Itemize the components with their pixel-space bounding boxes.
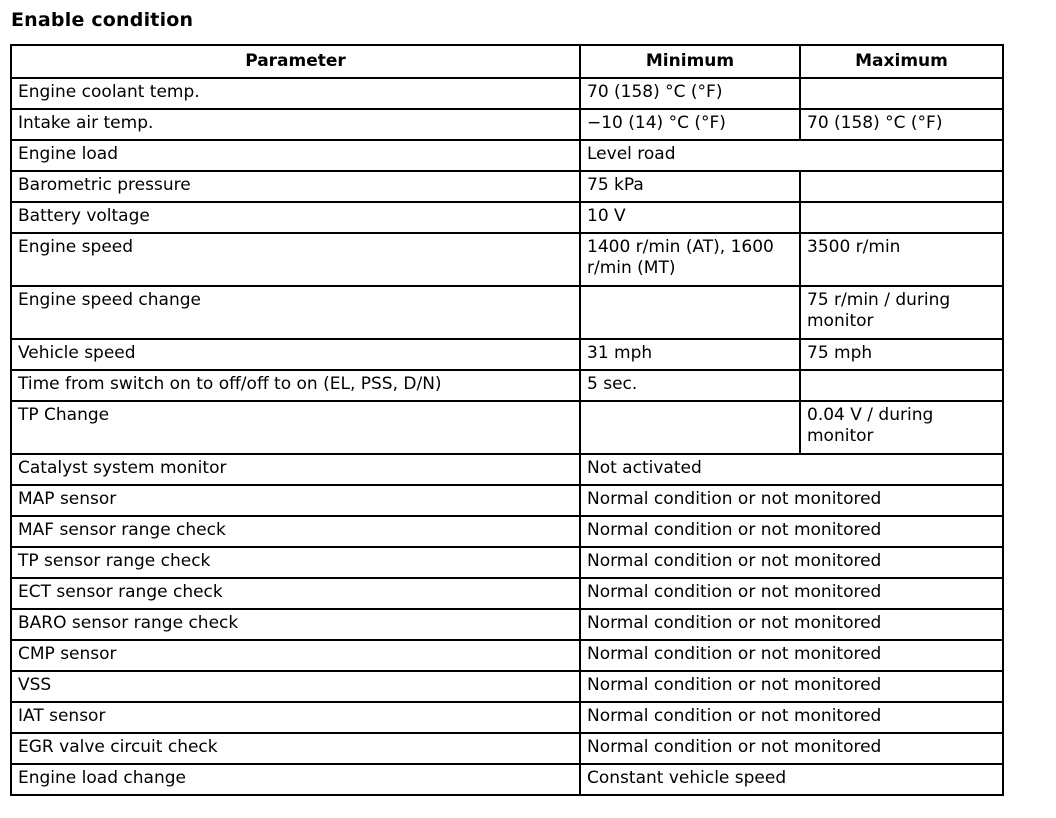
cell-parameter: Intake air temp.	[11, 109, 580, 140]
table-row	[11, 370, 1003, 401]
table-row	[11, 233, 1003, 286]
cell-parameter: Barometric pressure	[11, 171, 580, 202]
header-maximum: Maximum	[800, 45, 1003, 78]
cell-parameter: ECT sensor range check	[11, 578, 580, 609]
cell-merged-value: Normal condition or not monitored	[580, 609, 1003, 640]
header-minimum: Minimum	[580, 45, 800, 78]
table-row	[11, 109, 1003, 140]
cell-parameter: Engine load change	[11, 764, 580, 795]
table-row	[11, 671, 1003, 702]
cell-parameter: IAT sensor	[11, 702, 580, 733]
table-row	[11, 171, 1003, 202]
table-row	[11, 140, 1003, 171]
cell-merged-value: Normal condition or not monitored	[580, 733, 1003, 764]
table-row	[11, 202, 1003, 233]
cell-parameter: Time from switch on to off/off to on (EL, PSS, D/N)	[11, 370, 580, 401]
cell-maximum: 75 r/min / during monitor	[800, 286, 1003, 339]
cell-parameter: Engine speed change	[11, 286, 580, 339]
cell-merged-value: Normal condition or not monitored	[580, 485, 1003, 516]
table-row	[11, 454, 1003, 485]
cell-merged-value: Normal condition or not monitored	[580, 578, 1003, 609]
cell-minimum	[580, 401, 800, 454]
page-title: Enable condition	[11, 9, 194, 31]
table-row	[11, 702, 1003, 733]
cell-minimum: 31 mph	[580, 339, 800, 370]
cell-parameter: Engine load	[11, 140, 580, 171]
cell-maximum	[800, 171, 1003, 202]
cell-maximum	[800, 202, 1003, 233]
cell-parameter: MAP sensor	[11, 485, 580, 516]
table-row	[11, 609, 1003, 640]
cell-parameter: Vehicle speed	[11, 339, 580, 370]
cell-minimum	[580, 286, 800, 339]
cell-parameter: Engine coolant temp.	[11, 78, 580, 109]
cell-merged-value: Normal condition or not monitored	[580, 671, 1003, 702]
cell-merged-value: Normal condition or not monitored	[580, 547, 1003, 578]
cell-maximum: 3500 r/min	[800, 233, 1003, 286]
cell-minimum: 70 (158) °C (°F)	[580, 78, 800, 109]
cell-parameter: Catalyst system monitor	[11, 454, 580, 485]
table-row	[11, 516, 1003, 547]
cell-parameter: TP Change	[11, 401, 580, 454]
cell-merged-value: Normal condition or not monitored	[580, 516, 1003, 547]
cell-minimum: 5 sec.	[580, 370, 800, 401]
table-row	[11, 547, 1003, 578]
cell-parameter: BARO sensor range check	[11, 609, 580, 640]
cell-minimum: 1400 r/min (AT), 1600 r/min (MT)	[580, 233, 800, 286]
table-row	[11, 286, 1003, 339]
cell-parameter: TP sensor range check	[11, 547, 580, 578]
table-row	[11, 640, 1003, 671]
table-row	[11, 78, 1003, 109]
cell-parameter: VSS	[11, 671, 580, 702]
cell-merged-value: Not activated	[580, 454, 1003, 485]
cell-maximum: 70 (158) °C (°F)	[800, 109, 1003, 140]
cell-maximum	[800, 78, 1003, 109]
header-parameter: Parameter	[11, 45, 580, 78]
cell-parameter: Battery voltage	[11, 202, 580, 233]
cell-merged-value: Normal condition or not monitored	[580, 702, 1003, 733]
table-row	[11, 485, 1003, 516]
cell-merged-value: Level road	[580, 140, 1003, 171]
cell-merged-value: Normal condition or not monitored	[580, 640, 1003, 671]
table-row	[11, 578, 1003, 609]
cell-parameter: EGR valve circuit check	[11, 733, 580, 764]
table-row	[11, 764, 1003, 795]
cell-maximum: 0.04 V / during monitor	[800, 401, 1003, 454]
table-row	[11, 339, 1003, 370]
cell-parameter: Engine speed	[11, 233, 580, 286]
cell-maximum	[800, 370, 1003, 401]
cell-minimum: 10 V	[580, 202, 800, 233]
cell-parameter: CMP sensor	[11, 640, 580, 671]
table-row	[11, 401, 1003, 454]
cell-minimum: −10 (14) °C (°F)	[580, 109, 800, 140]
table-header-row	[11, 45, 1003, 78]
enable-condition-table	[10, 44, 1004, 796]
cell-parameter: MAF sensor range check	[11, 516, 580, 547]
table-row	[11, 733, 1003, 764]
cell-merged-value: Constant vehicle speed	[580, 764, 1003, 795]
cell-minimum: 75 kPa	[580, 171, 800, 202]
cell-maximum: 75 mph	[800, 339, 1003, 370]
